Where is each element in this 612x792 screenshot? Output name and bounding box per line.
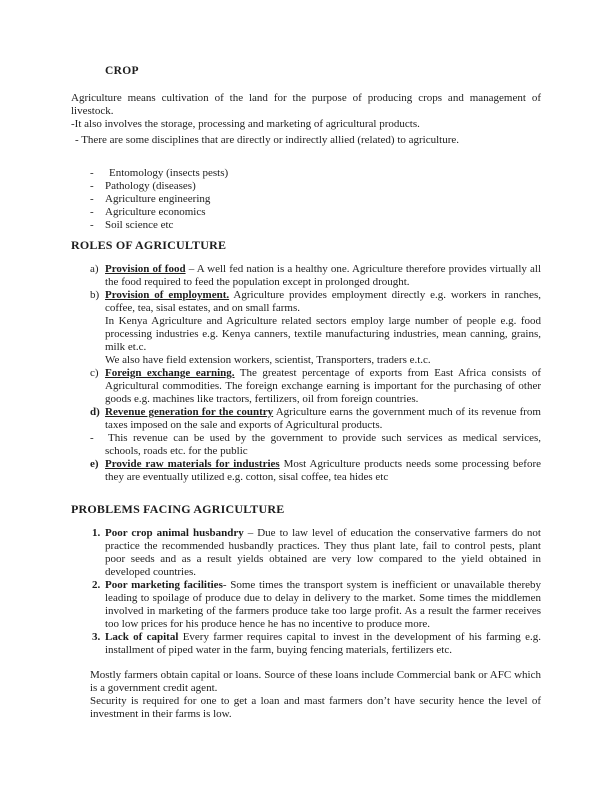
- intro-paragraph: Agriculture means cultivation of the land for the purpose of producing crops and management of livestock.: [71, 92, 541, 117]
- page-title: CROP: [105, 65, 139, 77]
- list-item-text: – Due to law level of education the conservative farmers do not practice the recommended husbandly practices. They thus plant late, fail to control pests, plant poor seeds and as a result yields obtained are very low compared to the yield obtained in developed countries.: [105, 527, 541, 578]
- list-marker: 3.: [92, 631, 101, 643]
- dash-marker: -: [90, 193, 94, 205]
- list-item-revenue-generation: [71, 406, 541, 432]
- list-marker: 1.: [92, 527, 101, 539]
- problems-list: [71, 527, 541, 657]
- continuation-line: We also have field extension workers, scientist, Transporters, traders e.t.c.: [105, 354, 431, 366]
- dash-marker: -: [90, 432, 94, 444]
- continuation-paragraph: In Kenya Agriculture and Agriculture related sectors employ large number of people e.g. food processing industries e.g. Kenya canners, textile manufacturing industries, mean canning, grains, milk et.c.: [105, 315, 541, 353]
- list-marker: e): [90, 458, 99, 470]
- list-item-text: Agriculture provides employment directly e.g. workers in ranches, coffee, tea, sisal estates, and on small farms.: [105, 289, 541, 314]
- list-item-foreign-exchange-earning: [71, 367, 541, 406]
- list-marker: b): [90, 289, 100, 301]
- list-item-text: This revenue can be used by the government to provide such services as medical services, schools, roads etc. for the public: [105, 432, 541, 457]
- list-item-lead: Poor crop animal husbandry: [105, 527, 244, 539]
- dash-marker: -: [90, 167, 94, 179]
- roles-heading: ROLES OF AGRICULTURE: [71, 238, 227, 252]
- dash-marker: -: [90, 206, 94, 218]
- list-marker: 2.: [92, 579, 101, 591]
- closing-paragraph-1: Mostly farmers obtain capital or loans. Source of these loans include Commercial bank or AFC which is a government credit agent.: [90, 669, 541, 694]
- list-item-lead: Provision of employment.: [105, 289, 230, 301]
- list-item: [71, 167, 541, 180]
- list-item-lack-of-capital: [71, 631, 541, 657]
- problems-heading: PROBLEMS FACING AGRICULTURE: [71, 502, 285, 516]
- closing-paragraph-2: Security is required for one to get a loan and mast farmers don’t have security hence the level of investment in their farms is low.: [90, 695, 541, 720]
- dash-marker: -: [90, 219, 94, 231]
- list-item-provision-of-employment: [71, 289, 541, 367]
- closing-paragraphs: [90, 669, 541, 721]
- list-item-text: Agriculture engineering: [105, 193, 211, 205]
- list-item-lead: Poor marketing facilities: [105, 579, 223, 591]
- list-item-lead: Foreign exchange earning.: [105, 367, 235, 379]
- list-item-text: Soil science etc: [105, 219, 174, 231]
- intro-section: [71, 92, 541, 147]
- separator: –: [185, 263, 197, 275]
- list-item-lead: Lack of capital: [105, 631, 179, 643]
- list-marker: d): [90, 406, 100, 418]
- list-item-text: Most Agriculture products needs some processing before they are eventually utilized e.g. cotton, sisal coffee, tea hides etc: [105, 458, 542, 483]
- list-item-poor-husbandry: [71, 527, 541, 579]
- list-item-text: Pathology (diseases): [105, 180, 196, 192]
- list-item: [71, 206, 541, 219]
- list-item-raw-materials: [71, 458, 541, 484]
- disciplines-list: [71, 167, 541, 232]
- list-item-revenue-note: [71, 432, 541, 458]
- list-item-text: A well fed nation is a healthy one. Agriculture therefore provides virtually all the food required to feed the population except in prolonged drought.: [105, 263, 541, 288]
- list-marker: c): [90, 367, 99, 379]
- intro-line-3: - There are some disciplines that are directly or indirectly allied (related) to agriculture.: [75, 134, 460, 146]
- list-item-text: Entomology (insects pests): [109, 167, 229, 179]
- list-item-provision-of-food: [71, 263, 541, 289]
- list-item-text: - Some times the transport system is inefficient or unavailable thereby leading to spoilage of produce due to delay in delivery to the market. Some times the middlemen involved in marketing of the farmers produce take too large profit. As a result the farmer receives too low prices for his produce hence he has no incentive to produce more.: [105, 579, 542, 630]
- list-item-lead: Provide raw materials for industries: [105, 458, 280, 470]
- roles-list: [71, 263, 541, 484]
- intro-line-2: -It also involves the storage, processing and marketing of agricultural products.: [71, 118, 420, 130]
- list-item-lead: Provision of food: [105, 263, 186, 275]
- list-marker: a): [90, 263, 99, 275]
- list-item-lead: Revenue generation for the country: [105, 406, 274, 418]
- list-item-text: Every farmer requires capital to invest in the development of his farming e.g. installment of piped water in the farm, buying fencing materials, fertilizers etc.: [105, 631, 541, 656]
- list-item-text: Agriculture economics: [105, 206, 206, 218]
- list-item-poor-marketing: [71, 579, 541, 631]
- dash-marker: -: [90, 180, 94, 192]
- list-item: [71, 219, 541, 232]
- list-item: [71, 180, 541, 193]
- list-item-text: The greatest percentage of exports from East Africa consists of Agricultural commodities. The foreign exchange earning is important for the purchasing of other goods e.g. machines like tractors, fertilizers, oil from foreign countries.: [105, 367, 541, 405]
- list-item-text: Agriculture earns the government much of its revenue from taxes imposed on the sale and exports of Agricultural products.: [105, 406, 541, 431]
- list-item: [71, 193, 541, 206]
